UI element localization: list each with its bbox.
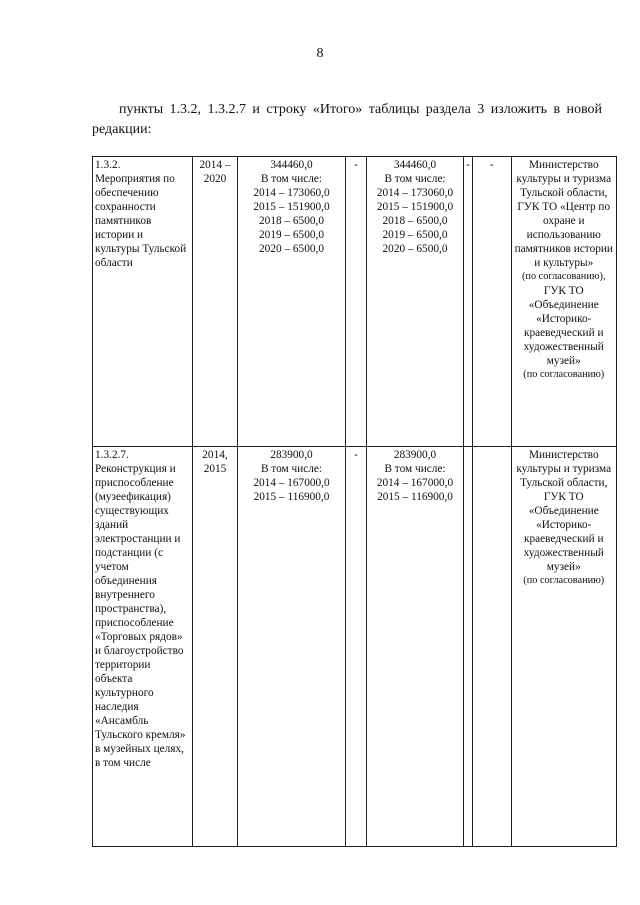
breakdown-line: В том числе: — [260, 463, 323, 475]
cell-dash: - — [346, 447, 367, 847]
executor-line: ГУК ТО «Объединение «Историко-краеведческий и художественный музей» — [523, 285, 604, 367]
cell-period: 2014 – 2020 — [193, 157, 238, 447]
breakdown-line: 2015 – 116900,0 — [253, 491, 330, 503]
cell-total-2 — [367, 447, 464, 847]
total-value: 344460,0 — [270, 159, 313, 171]
cell-total-2 — [367, 157, 464, 447]
page-number: 8 — [316, 46, 324, 61]
executor-line: Министерство культуры и туризма Тульской области, — [516, 449, 612, 489]
cell-executors — [511, 157, 616, 447]
cell-dash: - — [464, 157, 473, 447]
row-code: 1.3.2. — [95, 159, 121, 171]
breakdown-line: 2014 – 167000,0 — [376, 477, 454, 489]
row-code: 1.3.2.7. — [95, 449, 129, 461]
program-table — [92, 156, 617, 847]
cell-total — [238, 447, 346, 847]
cell-code-name — [93, 157, 193, 447]
executor-line: ГУК ТО «Объединение «Историко-краеведческий и художественный музей» — [523, 491, 604, 573]
row-name: Мероприятия по обеспечению сохранности памятников истории и культуры Тульской области — [95, 173, 187, 269]
intro-paragraph: пункты 1.3.2, 1.3.2.7 и строку «Итого» таблицы раздела 3 изложить в новой редакции: — [92, 102, 602, 137]
breakdown-line: 2014 – 167000,0 — [253, 477, 330, 489]
breakdown-line: 2020 – 6500,0 — [382, 243, 448, 255]
cell-dash: - — [346, 157, 367, 447]
cell-dash: - — [472, 157, 511, 447]
executor-line: ГУК ТО «Центр по охране и использованию памятников истории и культуры» — [514, 201, 613, 269]
executor-note: (по согласованию), — [522, 271, 606, 282]
cell-empty — [472, 447, 511, 847]
cell-executors — [511, 447, 616, 847]
breakdown-line: 2019 – 6500,0 — [259, 229, 324, 241]
total-value: 344460,0 — [393, 159, 437, 171]
cell-total — [238, 157, 346, 447]
executor-line: Министерство культуры и туризма Тульской области, — [516, 159, 612, 199]
table-row — [93, 157, 617, 447]
row-name: Реконструкция и приспособление (музеефикация) существующих зданий электростанции и подстанции (с учетом объединения внутреннего пространства), приспособление «Торговых рядов» и благоустройство территории объекта культурного наследия «Ансамбль Тульского кремля» в музейных целях, в том числе — [95, 463, 186, 769]
breakdown-line: 2014 – 173060,0 — [376, 187, 454, 199]
breakdown-line: 2018 – 6500,0 — [259, 215, 324, 227]
executor-note: (по согласованию) — [523, 369, 605, 380]
breakdown-line: В том числе: — [260, 173, 323, 185]
cell-period: 2014, 2015 — [193, 447, 238, 847]
breakdown-line: 2020 – 6500,0 — [259, 243, 324, 255]
breakdown-line: В том числе: — [384, 463, 446, 475]
cell-empty — [464, 447, 473, 847]
executor-note: (по согласованию) — [523, 575, 605, 586]
breakdown-line: 2015 – 116900,0 — [377, 491, 453, 503]
breakdown-line: 2019 – 6500,0 — [382, 229, 448, 241]
table-row — [93, 447, 617, 847]
total-value: 283900,0 — [393, 449, 437, 461]
breakdown-line: 2018 – 6500,0 — [382, 215, 448, 227]
breakdown-line: 2014 – 173060,0 — [253, 187, 330, 199]
breakdown-line: 2015 – 151900,0 — [253, 201, 330, 213]
total-value: 283900,0 — [270, 449, 313, 461]
breakdown-line: 2015 – 151900,0 — [376, 201, 454, 213]
breakdown-line: В том числе: — [384, 173, 446, 185]
cell-code-name — [93, 447, 193, 847]
